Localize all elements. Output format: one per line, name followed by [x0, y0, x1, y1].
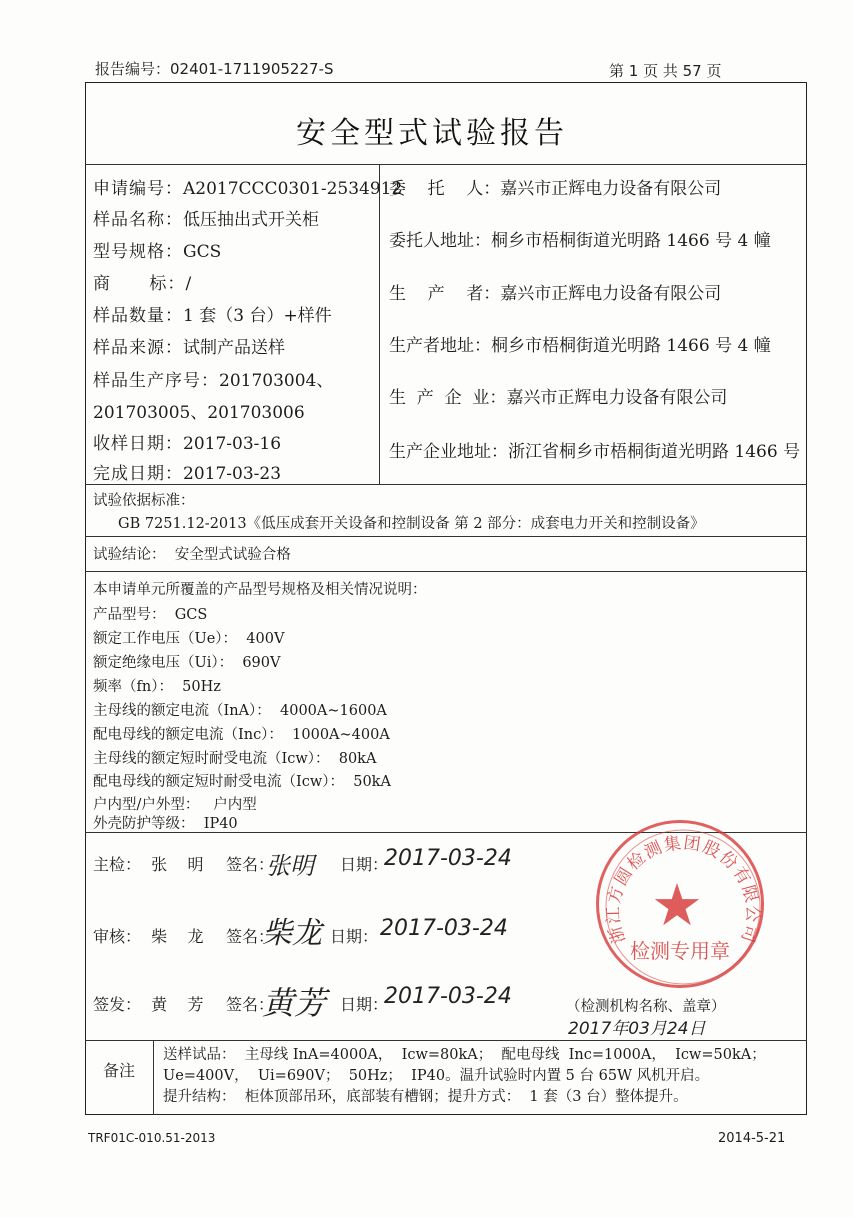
info-row [389, 279, 721, 304]
info-value: 201703005、201703006 [93, 403, 305, 423]
info-value: 嘉兴市正辉电力设备有限公司 [506, 388, 728, 408]
info-value: / [185, 274, 192, 294]
approver-role: 签发： 黄 芳 [93, 995, 204, 1014]
info-row [93, 333, 285, 358]
info-value: 嘉兴市正辉电力设备有限公司 [500, 179, 722, 199]
list-item: 外壳防护等级： IP40 [93, 816, 238, 832]
reviewer-role: 审核： 柴 龙 [93, 927, 204, 946]
divider [85, 1040, 807, 1041]
info-value: 2017-03-16 [183, 434, 282, 454]
list-item: 配电母线的额定电流（Inc）： 1000A~400A [93, 727, 390, 743]
info-row [93, 429, 281, 454]
inspector-signature: 张明 [266, 852, 314, 880]
remarks-line: 送样试品： 主母线 InA=4000A， Icw=80kA； 配电母线 Inc=1000A， Icw=50kA； [163, 1047, 766, 1063]
remarks-divider [153, 1040, 154, 1115]
info-row [93, 398, 305, 423]
star-icon: ★ [651, 871, 703, 939]
info-row [389, 226, 771, 251]
approver-signature: 黄芳 [262, 984, 327, 1022]
info-value: 试制产品送样 [183, 338, 285, 358]
standard-value: GB 7251.12-2013《低压成套开关设备和控制设备 第 2 部分：成套电力开关和控制设备》 [118, 516, 705, 532]
divider [85, 571, 807, 572]
info-label: 完成日期： [93, 464, 183, 484]
info-label: 型号规格： [93, 242, 183, 262]
info-value: 低压抽出式开关柜 [183, 210, 319, 230]
page-info: 第 1 页 共 57 页 [609, 62, 722, 80]
info-value: GCS [183, 242, 222, 262]
page-title: 安全型式试验报告 [296, 116, 568, 151]
info-row [389, 331, 771, 356]
list-item: 额定绝缘电压（Ui）： 690V [93, 655, 281, 671]
date-label: 日期： [340, 995, 389, 1014]
info-value: 1 套（3 台）+样件 [183, 306, 332, 326]
approver-date: 2017-03-24 [384, 984, 512, 1009]
info-label: 样品数量： [93, 306, 183, 326]
seal-org: 浙江方圆检测集团股份有限公司 [603, 833, 763, 946]
info-label: 收样日期： [93, 434, 183, 454]
reviewer-date: 2017-03-24 [380, 916, 508, 941]
form-code: TRF01C-010.51-2013 [88, 1131, 216, 1145]
inspection-seal [596, 820, 764, 988]
info-row [93, 366, 333, 391]
signature-label: 签名： [226, 995, 275, 1014]
list-item: 户内型/户外型： 户内型 [93, 797, 257, 813]
reviewer-signature: 柴龙 [262, 916, 322, 951]
info-value: 2017-03-23 [183, 464, 282, 484]
info-label: 生 产 者： [389, 284, 501, 304]
test-conclusion: 试验结论： 安全型式试验合格 [93, 547, 291, 563]
list-item: 配电母线的额定短时耐受电流（Icw）： 50kA [93, 774, 391, 790]
info-value: 桐乡市梧桐街道光明路 1466 号 4 幢 [491, 231, 771, 251]
divider [85, 484, 807, 485]
standard-label: 试验依据标准： [93, 493, 195, 509]
info-value: 201703004、 [219, 371, 334, 391]
seal-purpose: 检测专用章 [630, 939, 730, 963]
info-label: 生产企业地址： [389, 442, 508, 462]
signature-label: 签名： [226, 855, 275, 874]
info-label: 生 产 企 业： [389, 388, 507, 408]
list-item: 主母线的额定短时耐受电流（Icw）： 80kA [93, 751, 377, 767]
stamp-date: 2017年03月24日 [568, 1019, 706, 1039]
signature-label: 签名： [226, 927, 275, 946]
info-row [93, 237, 221, 262]
info-row [93, 174, 402, 199]
info-label: 申请编号： [93, 179, 183, 199]
list-item: 主母线的额定电流（InA）： 4000A~1600A [93, 703, 387, 719]
inspector-date: 2017-03-24 [384, 846, 512, 871]
remarks-line: Ue=400V， Ui=690V； 50Hz； IP40。温升试验时内置 5 台 65W 风机开启。 [163, 1068, 710, 1084]
info-value: 嘉兴市正辉电力设备有限公司 [500, 284, 722, 304]
info-row [389, 437, 800, 462]
divider [85, 164, 807, 165]
info-label: 生产者地址： [389, 336, 491, 356]
list-item: 频率（fn）： 50Hz [93, 679, 221, 695]
info-row [93, 205, 319, 230]
info-value: 浙江省桐乡市梧桐街道光明路 1466 号 [508, 442, 801, 462]
remarks-label: 备注 [103, 1061, 136, 1080]
remarks-line: 提升结构： 柜体顶部吊环，底部装有槽钢；提升方式： 1 套（3 台）整体提升。 [163, 1089, 688, 1105]
column-divider [379, 164, 380, 484]
date-label: 日期： [340, 855, 389, 874]
info-row [93, 301, 332, 326]
info-label: 委托人地址： [389, 231, 491, 251]
info-label: 样品来源： [93, 338, 183, 358]
info-label: 样品生产序号： [93, 371, 219, 391]
coverage-heading: 本申请单元所覆盖的产品型号规格及相关情况说明： [93, 582, 427, 598]
stamp-caption: （检测机构名称、盖章） [566, 999, 726, 1015]
info-row [389, 174, 721, 199]
list-item: 额定工作电压（Ue）： 400V [93, 631, 285, 647]
info-value: 桐乡市梧桐街道光明路 1466 号 4 幢 [491, 336, 771, 356]
date-label: 日期： [330, 927, 379, 946]
inspector-role: 主检： 张 明 [93, 855, 204, 874]
info-label: 委 托 人： [389, 179, 501, 199]
info-row [389, 383, 727, 408]
list-item: 产品型号： GCS [93, 607, 208, 623]
divider [85, 536, 807, 537]
info-row [93, 269, 191, 294]
form-date: 2014-5-21 [718, 1131, 786, 1146]
info-label: 样品名称： [93, 210, 183, 230]
info-value: A2017CCC0301-2534912 [183, 179, 403, 199]
report-number: 报告编号：02401-1711905227-S [95, 60, 334, 78]
info-row [93, 459, 281, 484]
info-label: 商 标： [93, 274, 186, 294]
